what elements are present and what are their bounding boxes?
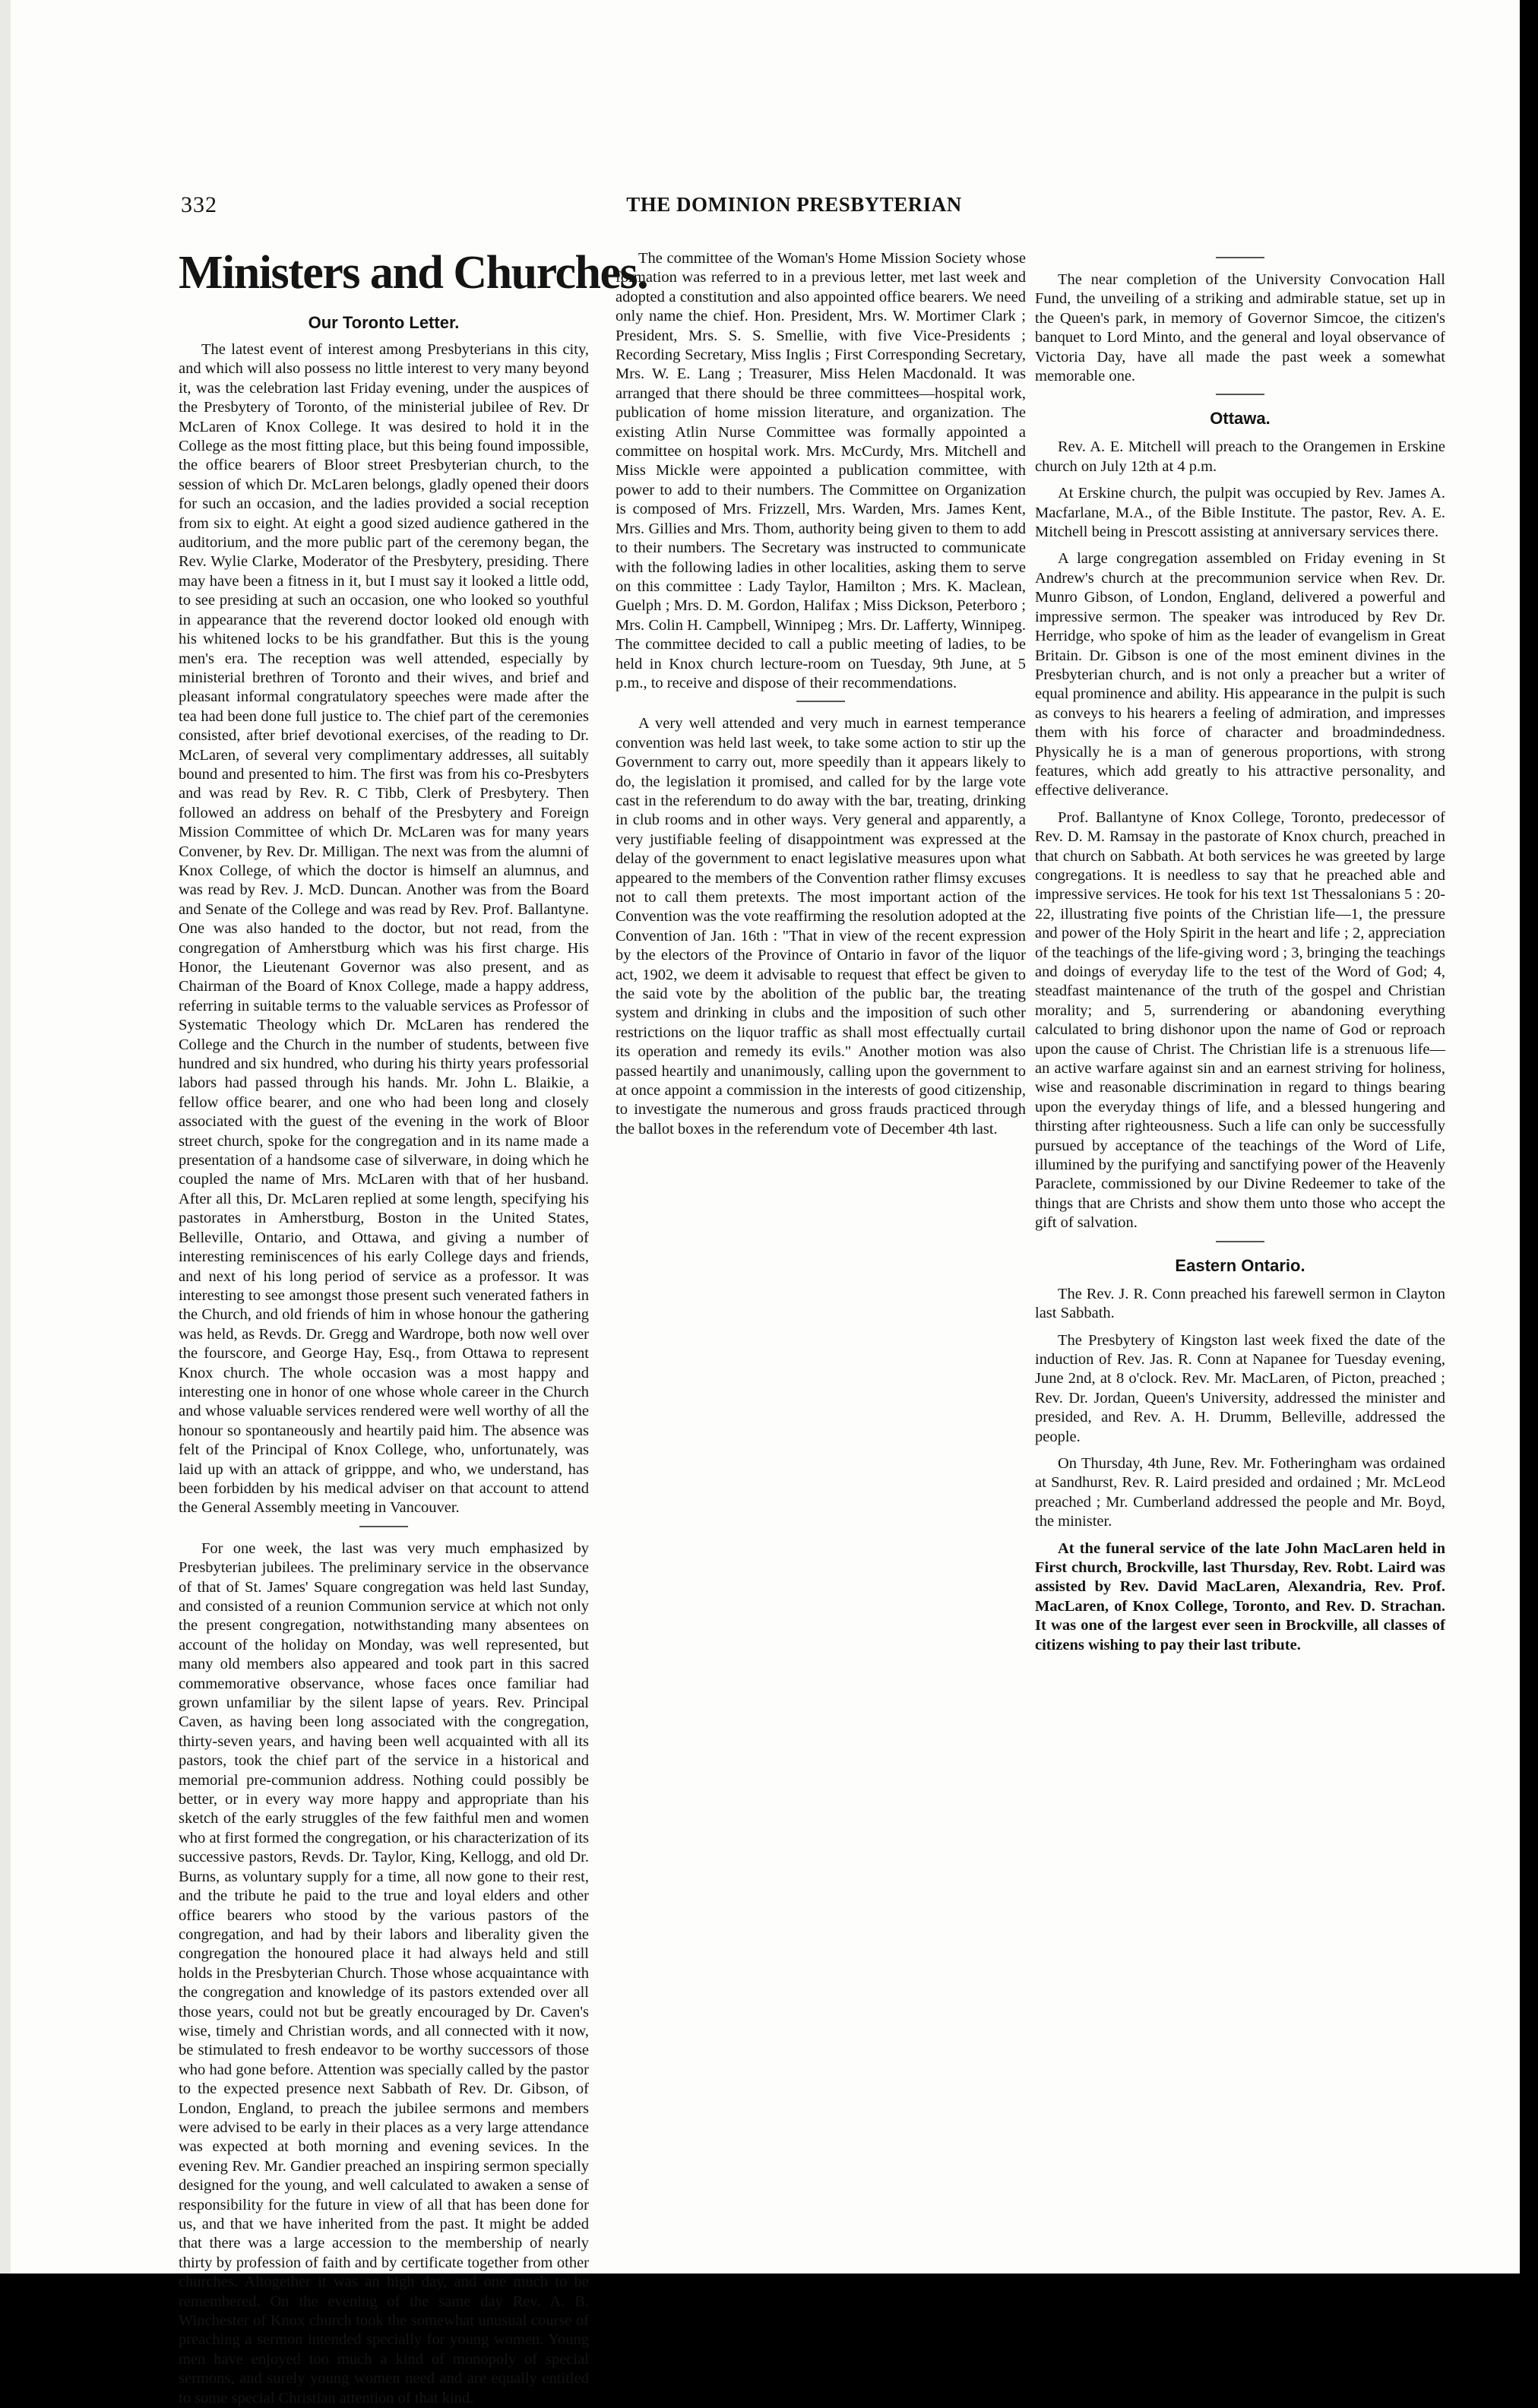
column-2 — [616, 249, 1026, 2183]
toronto-letter-heading: Our Toronto Letter. — [308, 313, 460, 332]
ottawa-heading: Ottawa. — [1210, 409, 1271, 429]
column-1 — [179, 245, 648, 2406]
column-3 — [1035, 249, 1445, 2183]
toronto-paragraph-2: For one week, the last was very much emphasized by Presbyterian jubilees. The preliminary service in the observance of that of St. James' Square congregation was held last Sunday, and consisted of a reunion Communion service at which not only the present congregation, notwithstanding many absentees on account of the holiday on Monday, was well represented, but many old members also appeared and took part in this sacred commemorative observance, whose faces once familiar had grown unfamiliar by the silent lapse of years. Rev. Principal Caven, as having been long associated with the congregation, thirty-seven years, and having been well acquainted with all its pastors, took the chief part of the service in a historical and memorial pre-communion address. Nothing could possibly be better, or in every way more happy and appropriate than his sketch of the early struggles of the few faithful men and women who at first formed the congregation, or his characterization of its successive pastors, Revds. Dr. Taylor, King, Kellogg, and old Dr. Burns, as voluntary supply for a time, all now gone to their rest, and the tribute he paid to the true and loyal elders and other office bearers who stood by the various pastors of the congregation, and had by their labors and liberality given the congregation the honoured place it had always held and still holds in the Presbyterian Church. Those whose acquaintance with the congregation and knowledge of its pastors extended over all those years, could not but be greatly encouraged by Dr. Caven's wise, timely and Christian words, and all connected with it now, be stimulated to fresh endeavor to be worthy successors of those who had gone before. Attention was specially called by the pastor to the expected presence next Sabbath of Rev. Dr. Gibson, of London, England, to preach the jubilee sermons and members were advised to be early in their places as a very large attendance was expected at both morning and evening sevices. In the evening Rev. Mr. Gandier preached an inspiring sermon specially designed for the young, and well calculated to awaken a sense of responsibility for the future in view of all that has been done for us, and that we have inherited from the past. It might be added that there was a large accession to the membership of nearly thirty by profession of faith and by certificate together from other churches. Altogether it was an high day, and one much to be remembered. On the evening of the same day Rev. A. B. Winchester of Knox church took the somewhat unusual course of preaching a sermon intended specially for young women. Young men have enjoyed too much a kind of monopoly of special sermons, and surely young women need and are equally entitled to some special Christian attention of that kind. — [179, 1539, 589, 2406]
eastern-paragraph-4: At the funeral service of the late John MacLaren held in First church, Brockville, last Thursday, Rev. Robt. Laird was assisted by Rev. David MacLaren, Alexandria, Rev. Prof. MacLaren, of Knox College, Toronto, and Rev. D. Strachan. It was one of the largest ever seen in Brockville, all classes of citizens wishing to pay their last tribute. — [1035, 1539, 1445, 1653]
eastern-paragraph-2: The Presbytery of Kingston last week fixed the date of the induction of Rev. Jas. R. Conn at Napanee for Tuesday evening, June 2nd, at 8 o'clock. Rev. Mr. MacLaren, of Picton, preached ; Rev. Dr. Jordan, Queen's University, addressed the minister and presided, and Rev. A. H. Drumm, Belleville, addressed the people. — [1035, 1331, 1445, 1445]
ottawa-paragraph-4: Prof. Ballantyne of Knox College, Toronto, predecessor of Rev. D. M. Ramsay in the pastorate of Knox church, preached in that church on Sabbath. At both services he was greeted by large congregations. It is needless to say that he preached able and impressive services. He took for his text 1st Thessalonians 5 : 20-22, illustrating five points of the Christian life—1, the pressure and power of the Holy Spirit in the heart and life ; 2, appreciation of the teachings of the life-giving word ; 3, bringing the teachings and doings of everyday life to the test of the Word of God; 4, steadfast maintenance of the truth of the gospel and Christian morality; and 5, surrendering or abandoning everything calculated to bring dishonor upon the name of God or reproach upon the cause of Christ. The Christian life is a strenuous life—an active warfare against sin and an earnest striving for holiness, wise and reasonable discrimination in regard to things bearing upon the everyday things of life, and a blessed hungering and thirsting after righteousness. Such a life can only be successfully pursued by acceptance of the teachings of the Word of Life, illumined by the purifying and sanctifying power of the Heavenly Paraclete, commissioned by our Divine Redeemer to take of the things that are Christs and show them unto those who accept the gift of salvation. — [1035, 808, 1445, 1232]
section-divider — [1216, 257, 1264, 258]
toronto-paragraph-1: The latest event of interest among Presbyterians in this city, and which will also possess no little interest to very many beyond it, was the celebration last Friday evening, under the auspices of the Presbytery of Toronto, of the ministerial jubilee of Rev. Dr McLaren of Knox College. It was desired to hold it in the College as the most fitting place, but this being found impossible, the office bearers of Bloor street Presbyterian church, to the session of which Dr. McLaren belongs, gladly opened their doors for such an occasion, and the ladies provided a social reception from six to eight. At eight a good sized audience gathered in the auditorium, and the more public part of the ceremony began, the Rev. Wylie Clarke, Moderator of the Presbytery, presiding. There may have been a fitness in it, but I must say it looked a little odd, to see presiding at such an occasion, one who looked so youthful in appearance that the reverend doctor looked old enough with his whitened locks to be his grandfather. But this is the young men's era. The reception was well attended, especially by ministerial brethren of Toronto and their wives, and brief and pleasant informal congratulatory speeches were made after the tea had been done full justice to. The chief part of the ceremonies consisted, after brief devotional exercises, of the reading to Dr. McLaren, of several very complimentary addresses, all suitably bound and presented to him. The first was from his co-Presbyters and was read by Rev. R. C Tibb, Clerk of Presbytery. Then followed an address on behalf of the Presbytery and Foreign Mission Committee of which Dr. McLaren was for many years Convener, by Rev. Dr. Milligan. The next was from the alumni of Knox College, of which the doctor is himself an alumnus, and was read by Rev. J. McD. Duncan. Another was from the Board and Senate of the College and was read by Rev. Prof. Ballantyne. One was also handed to the doctor, but not read, from the congregation of Amherstburg which was his first charge. His Honor, the Lieutenant Governor was also present, and as Chairman of the Board of Knox College, made a happy address, referring in suitable terms to the valuable services as Professor of Systematic Theology which Dr. McLaren has rendered the College and the Church in the number of students, between five hundred and six hundred, who during his thirty years professorial labors had passed through his hands. Mr. John L. Blaikie, a fellow office bearer, and one who had been long and closely associated with the guest of the evening in the work of Bloor street church, spoke for the congregation and in its name made a presentation of a handsome case of silverware, in doing which he coupled the name of Mrs. McLaren with that of her husband. After all this, Dr. McLaren replied at some length, specifying his pastorates in Amherstburg, Boston in the United States, Belleville, Ontario, and Ottawa, and giving a number of interesting reminiscences of his early College days and friends, and next of his long period of service as a professor. It was interesting to see amongst those present such venerated fathers in the Church, and old friends of him in whose honour the gathering was held, as Revds. Dr. Gregg and Wardrope, both now well over the fourscore, and George Hay, Esq., from Ottawa to represent Knox church. The whole occasion was a most happy and interesting one in honor of one whose whole career in the Church and whose valuable services rendered were well worthy of all the honour so spontaneously and heartily paid him. The absence was felt of the Principal of Knox College, who, unfortunately, was laid up with an attack of gripppe, and who, we understand, has been forbidden by his medical adviser on that account to attend the General Assembly meeting in Vancouver. — [179, 341, 589, 1517]
page-headline: Ministers and Churches. — [179, 247, 648, 299]
ottawa-paragraph-1: Rev. A. E. Mitchell will preach to the Orangemen in Erskine church on July 12th at 4 p.m. — [1035, 438, 1445, 475]
section-divider — [1216, 1241, 1264, 1242]
toronto-paragraph-3: The committee of the Woman's Home Mission Society whose formation was referred to in a previous letter, met last week and adopted a constitution and also appointed office bearers. We need only name the chief. Hon. President, Mrs. W. Mortimer Clark ; President, Mrs. S. S. Smellie, with five Vice-Presidents ; Recording Secretary, Miss Inglis ; First Corresponding Secretary, Mrs. W. E. Lang ; Treasurer, Miss Helen Macdonald. It was arranged that there should be three committees—hospital work, publication of home mission literature, and organization. The existing Atlin Nurse Committee was formally appointed a committee on hospital work. Mrs. McCurdy, Mrs. Mitchell and Miss Mickle were appointed a publication committee, with power to add to their numbers. The Committee on Organization is composed of Mrs. Frizzell, Mrs. Warden, Mrs. James Kent, Mrs. Gillies and Mrs. Thom, authority being given to them to add to their numbers. The Secretary was instructed to communicate with the following ladies in other localities, asking them to serve on this committee : Lady Taylor, Hamilton ; Mrs. K. Maclean, Guelph ; Mrs. D. M. Gordon, Halifax ; Miss Dickson, Peterboro ; Mrs. Colin H. Campbell, Winnipeg ; Mrs. Dr. Lafferty, Winnipeg. The committee decided to call a public meeting of ladies, to be held in Knox church lecture-room on Tuesday, 9th June, at 5 p.m., to receive and dispose of their recommendations. — [616, 250, 1026, 691]
section-divider — [359, 1526, 408, 1527]
running-head: THE DOMINION PRESBYTERIAN — [626, 193, 962, 216]
eastern-paragraph-3: On Thursday, 4th June, Rev. Mr. Fotheringham was ordained at Sandhurst, Rev. R. Laird presided and ordained ; Mr. McLeod preached ; Mr. Cumberland addressed the people and Mr. Boyd, the minister. — [1035, 1454, 1445, 1530]
ottawa-paragraph-2: At Erskine church, the pulpit was occupied by Rev. James A. Macfarlane, M.A., of the Bible Institute. The pastor, Rev. A. E. Mitchell being in Prescott assisting at anniversary services there. — [1035, 485, 1445, 541]
toronto-paragraph-5: The near completion of the University Convocation Hall Fund, the unveiling of a striking and admirable statue, set up in the Queen's park, in memory of Governor Simcoe, the citizen's banquet to Lord Minto, and the general and loyal observance of Victoria Day, have all made the past week a somewhat memorable one. — [1035, 271, 1445, 385]
toronto-paragraph-4: A very well attended and very much in earnest temperance convention was held last week, to take some action to stir up the Government to carry out, more speedily than it appears likely to do, the legislation it promised, and called for by the large vote cast in the referendum to do away with the bar, treating, drinking in club rooms and in other ways. Very general and apparently, a very justifiable feeling of disappointment was expressed at the delay of the government to enact legislative measures upon what appeared to the members of the Convention rather flimsy excuses not to call them pretexts. The most important action of the Convention was the vote reaffirming the resolution adopted at the Convention of Jan. 16th : "That in view of the recent expression by the electors of the Province of Ontario in favor of the liquor act, 1902, we deem it advisable to request that effect be given to the said vote by the abolition of the public bar, the treating system and drinking in clubs and the imposition of such other restrictions on the liquor traffic as shall most effectually curtail its operation and remedy its evils." Another motion was also passed heartily and unanimously, calling upon the government to at once appoint a commission in the interests of good citizenship, to investigate the numerous and gross frauds practiced through the ballot boxes in the referendum vote of December 4th last. — [616, 715, 1026, 1138]
eastern-paragraph-1: The Rev. J. R. Conn preached his farewell sermon in Clayton last Sabbath. — [1035, 1285, 1445, 1322]
eastern-ontario-heading: Eastern Ontario. — [1175, 1255, 1305, 1275]
ottawa-paragraph-3: A large congregation assembled on Friday evening in St Andrew's church at the precommunion service when Rev. Dr. Munro Gibson, of London, England, delivered a powerful and impressive sermon. The speaker was introduced by Rev Dr. Herridge, who spoke of him as the leader of evangelism in Great Britain. Dr. Gibson is one of the most eminent divines in the Presbyterian church, and is not only a preacher but a writer of equal prominence and ability. His appearance in the pulpit is such as conveys to his hearers a feeling of admiration, and impresses them with his force of character and broadmindedness. Physically he is a man of generous proportions, with strong features, which add greatly to his attractive personality, and effective deliverance. — [1035, 550, 1445, 799]
section-divider — [1216, 394, 1264, 395]
page-number: 332 — [181, 192, 217, 217]
section-divider — [796, 701, 845, 702]
page-edge — [0, 0, 11, 2274]
